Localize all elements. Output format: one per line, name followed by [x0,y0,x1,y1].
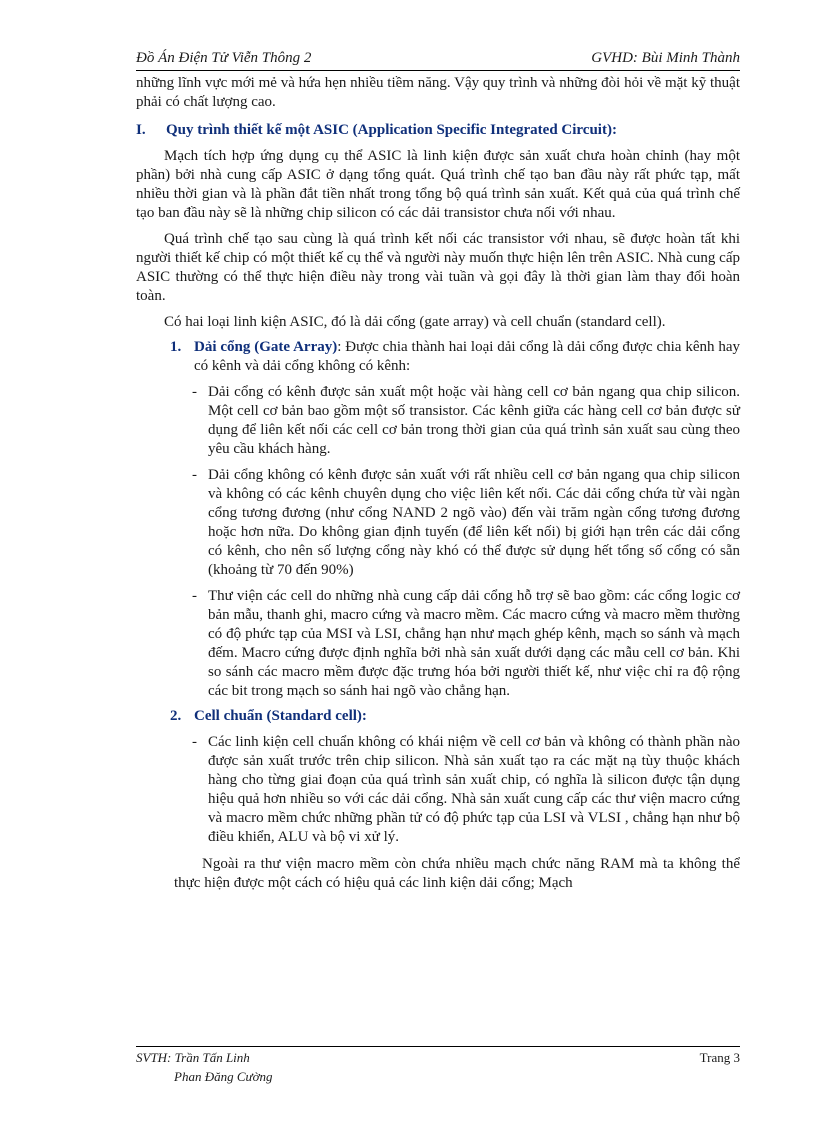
footer-student-1: SVTH: Trần Tấn Linh [136,1050,250,1065]
page-footer [136,1048,740,1088]
header-rule [136,70,740,71]
dash-bullet: - [192,734,197,750]
page-number: Trang 3 [699,1050,740,1065]
subsection-number: 1. [170,339,182,355]
list-item [136,587,740,701]
paragraph-final-process: Quá trình chế tạo sau cùng là quá trình kết nối các transistor với nhau, sẽ được hoàn tất khi người thiết kế chip có một thiết kế cụ thể và người này muốn thực hiện lên trên ASIC. Nhà cung cấp ASIC thường có thể thực hiện điều này trong vài tuần và gọi đây là thời gian làm thay đổi hoàn toàn. [136,231,740,304]
subsection-title: Cell chuẩn (Standard cell): [194,708,367,724]
dash-bullet: - [192,467,197,483]
subsection-intro [194,707,740,726]
list-item-text: Các linh kiện cell chuẩn không có khái niệm về cell cơ bản và không có thành phần nào được sản xuất trước trên chip silicon. Nhà sản xuất tạo ra các mặt nạ tùy thuộc khách hàng cho từng giai đoạn của quá trình sản xuất chip, có nghĩa là silicon được tận dụng hiệu quả hơn nhiều so với các dải cổng. Nhà sản xuất cung cấp các thư viện macro cứng và macro mềm chức những phần tử có độ phức tạp của LSI và VLSI , chẳng hạn như bộ điều khiển, ALU và bộ vi xử lý. [208,734,740,845]
paragraph-asic-definition: Mạch tích hợp ứng dụng cụ thể ASIC là linh kiện được sản xuất chưa hoàn chỉnh (hay một phần) bởi nhà cung cấp ASIC ở dạng tổng quát. Quá trình chế tạo ban đầu này rất phức tạp, mất nhiều thời gian và là phần đắt tiền nhất trong tổng bộ quá trình sản xuất. Kết quả của quá trình chế tạo ban đầu này sẽ là những chip silicon có các dải transistor chưa nối với nhau. [136,148,740,221]
subsection-number: 2. [170,708,182,724]
dash-bullet: - [192,384,197,400]
subsection-standard-cell [136,707,740,726]
section-heading [136,121,740,140]
subsection-intro [194,338,740,376]
page-header [136,48,740,68]
intro-paragraph: những lĩnh vực mới mẻ và hứa hẹn nhiều tiềm năng. Vậy quy trình và những đòi hỏi về mặt kỹ thuật phải có chất lượng cao. [136,75,740,110]
footer-student-2: Phan Đăng Cường [174,1069,273,1084]
dash-bullet: - [192,588,197,604]
footer-rule [136,1046,740,1047]
section-title: Quy trình thiết kế một ASIC (Application Specific Integrated Circuit): [166,122,617,138]
list-item-text: Dải cổng có kênh được sản xuất một hoặc vài hàng cell cơ bản ngang qua chip silicon. Một cell cơ bản bao gồm một số transistor. Các kênh giữa các hàng cell cơ bản được sử dụng để liên kết nối các cell cơ bản trong thời gian của quá trình sản xuất sau cùng theo yêu cầu khách hàng. [208,384,740,457]
list-item [136,466,740,580]
header-project-title: Đồ Án Điện Tử Viễn Thông 2 [136,50,312,66]
header-advisor: GVHD: Bùi Minh Thành [591,50,740,66]
list-item-text: Dải cổng không có kênh được sản xuất với rất nhiều cell cơ bản ngang qua chip silicon và không có các kênh chuyên dụng cho việc liên kết nối. Các dải cổng chứa từ vài ngàn cổng tương đương (như cổng NAND 2 ngõ vào) đến vài trăm ngàn cổng tương đương hoặc hơn nữa. Do không gian định tuyến (để liên kết nối) bị giới hạn trên các dải cổng có kênh, cho nên số lượng cổng này khó có thể được sử dụng hết tổng số cổng có sẵn (khoảng từ 70 đến 90%) [208,467,740,578]
list-item [136,733,740,847]
subsection-title: Dải cổng (Gate Array) [194,339,338,355]
closing-paragraph: Ngoài ra thư viện macro mềm còn chứa nhiều mạch chức năng RAM mà ta không thể thực hiện được một cách có hiệu quả các linh kiện dải cổng; Mạch [174,856,740,891]
section-number: I. [136,122,146,138]
list-item-text: Thư viện các cell do những nhà cung cấp dải cổng hỗ trợ sẽ bao gồm: các cổng logic cơ bản mẫu, thanh ghi, macro cứng và macro mềm. Các macro cứng và macro mềm thường có độ phức tạp của MSI và LSI, chẳng hạn như mạch ghép kênh, mạch so sánh và mạch đếm. Macro cứng được định nghĩa bởi nhà sản xuất dưới dạng các mẫu cell cơ bản. Khi so sánh các macro mềm được đặc trưng hóa bởi người thiết kế, như việc chỉ ra độ rộng các bit trong mạch so sánh hai ngõ vào chẳng hạn. [208,588,740,699]
list-item [136,383,740,459]
subsection-text: : Được chia thành hai loại dải cổng là dải cổng được chia kênh hay có kênh và dải cổng không có kênh: [194,339,740,374]
subsection-gate-array [136,338,740,376]
document-body [136,74,740,893]
paragraph-asic-types: Có hai loại linh kiện ASIC, đó là dải cổng (gate array) và cell chuẩn (standard cell). [164,314,666,330]
